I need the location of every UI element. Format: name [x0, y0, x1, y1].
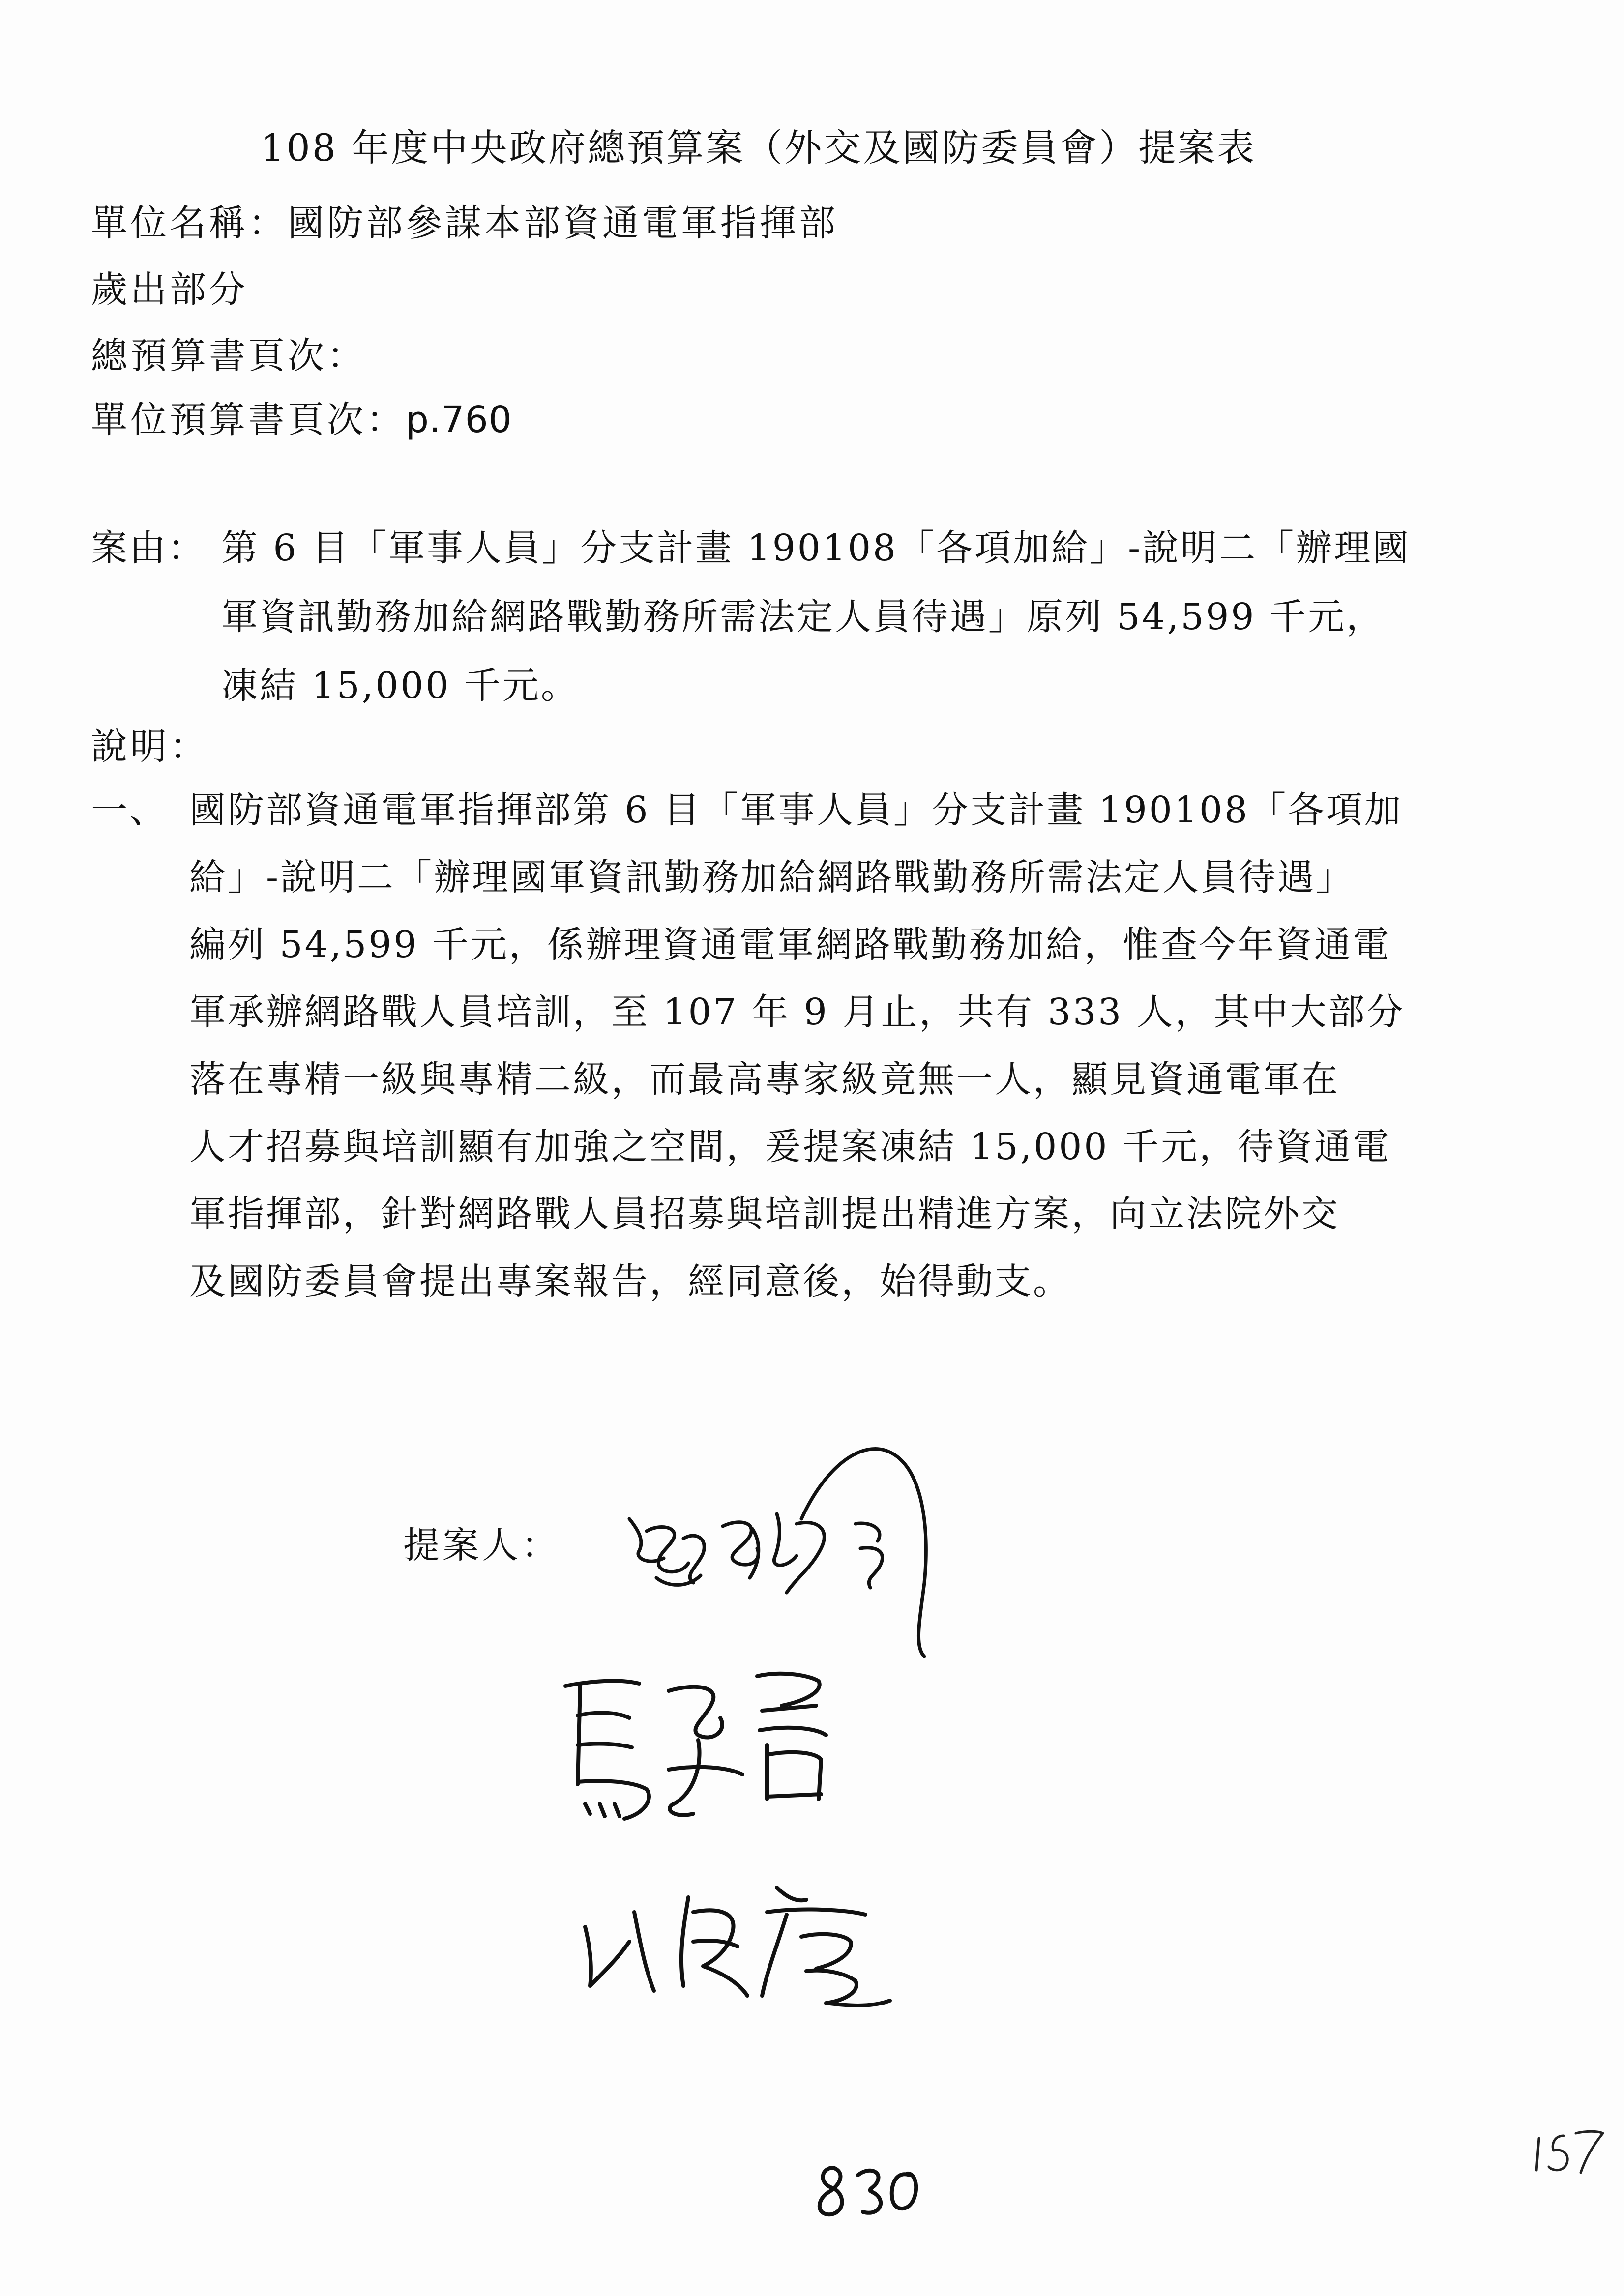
- explanation-line: 給」-說明二「辦理國軍資訊勤務加給網路戰勤務所需法定人員待遇」: [189, 856, 1355, 899]
- handwritten-corner-number: [1529, 2123, 1608, 2180]
- explanation-line: 軍承辦網路戰人員培訓，至 107 年 9 月止，共有 333 人，其中大部分: [189, 991, 1405, 1033]
- handwritten-signature: [570, 1868, 934, 2015]
- total-budget-page-line: [91, 327, 366, 379]
- reason-line: 第 6 目「軍事人員」分支計畫 190108「各項加給」-說明二「辦理國: [221, 527, 1411, 569]
- explanation-line: 國防部資通電軍指揮部第 6 目「軍事人員」分支計畫 190108「各項加: [189, 789, 1403, 831]
- handwritten-signature: [551, 1657, 856, 1843]
- proposer-label: 提案人：: [403, 1524, 561, 1567]
- section-label: 歲出部分: [91, 268, 248, 311]
- unit-name-value: 國防部參謀本部資通電軍指揮部: [288, 202, 838, 244]
- explanation-line: 編列 54,599 千元，係辦理資通電軍網路戰勤務加給，惟查今年資通電: [189, 924, 1391, 966]
- explanation-line: 落在專精一級與專精二級，而最高專家級竟無一人，顯見資通電軍在: [189, 1058, 1340, 1101]
- unit-name-line: [91, 194, 838, 246]
- reason-body: [221, 514, 1624, 720]
- unit-budget-page-value: p.760: [406, 399, 512, 441]
- document-title: 108 年度中央政府總預算案（外交及國防委員會）提案表: [261, 126, 1257, 170]
- reason-label: 案由：: [91, 527, 206, 569]
- explanation-item-number: 一、: [91, 789, 168, 831]
- explanation-line: 及國防委員會提出專案報告，經同意後，始得動支。: [189, 1260, 1071, 1303]
- explanation-line: 軍指揮部，針對網路戰人員招募與培訓提出精進方案，向立法院外交: [189, 1193, 1340, 1235]
- reason-line: 凍結 15,000 千元。: [221, 665, 579, 707]
- explanation-line: 人才招募與培訓顯有加強之空間，爰提案凍結 15,000 千元，待資通電: [189, 1126, 1391, 1168]
- explanation-body: [189, 777, 1615, 1315]
- unit-name-label: 單位名稱：: [91, 202, 288, 244]
- reason-line: 軍資訊勤務加給網路戰勤務所需法定人員待遇」原列 54,599 千元，: [221, 596, 1385, 638]
- total-budget-page-label: 總預算書頁次：: [91, 335, 366, 377]
- unit-budget-page-label: 單位預算書頁次：: [91, 399, 406, 441]
- handwritten-page-number: [811, 2158, 924, 2224]
- explanation-label: 說明：: [91, 726, 209, 768]
- unit-budget-page-line: [91, 391, 512, 443]
- handwritten-page-number-drawing: [811, 2158, 924, 2222]
- handwritten-corner-number-drawing: [1529, 2123, 1608, 2178]
